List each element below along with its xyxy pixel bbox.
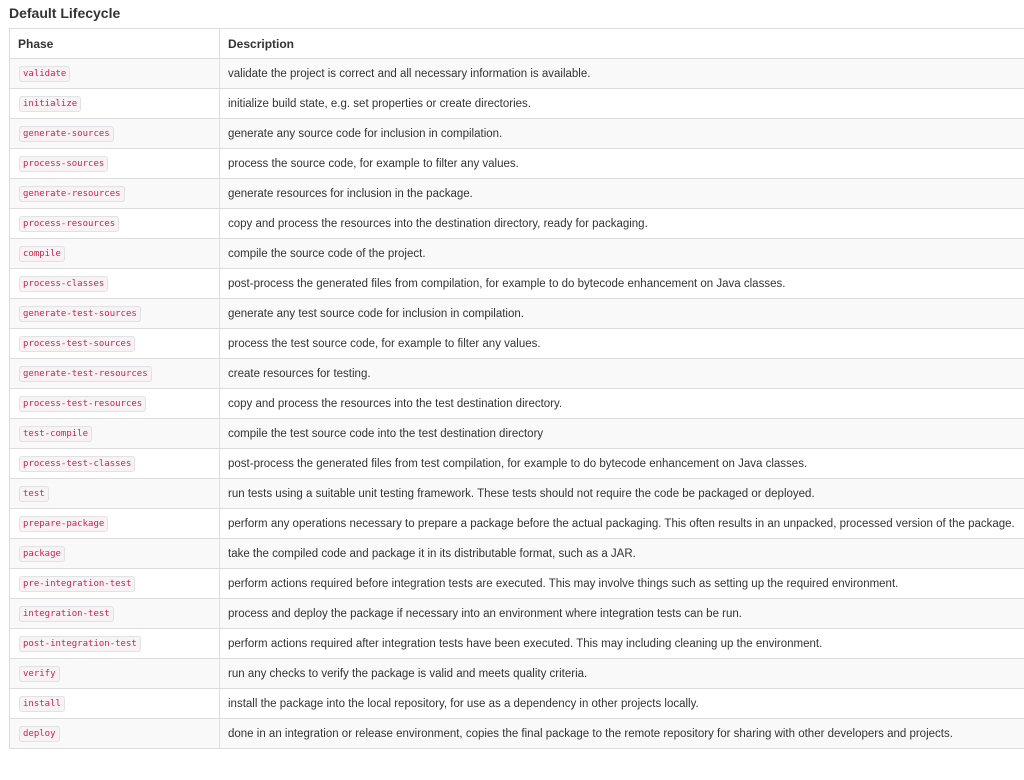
phase-name: process-test-sources	[19, 336, 135, 352]
description-cell	[220, 569, 1024, 599]
phase-name: test-compile	[19, 426, 92, 442]
table-row	[10, 599, 1024, 629]
phase-description: copy and process the resources into the destination directory, ready for packaging.	[228, 217, 648, 230]
table-row	[10, 419, 1024, 449]
phase-cell	[10, 359, 220, 389]
phase-description: process the test source code, for example to filter any values.	[228, 337, 541, 350]
lifecycle-table	[9, 28, 1024, 749]
phase-description: generate any test source code for inclusion in compilation.	[228, 307, 524, 320]
description-cell	[220, 479, 1024, 509]
phase-cell	[10, 119, 220, 149]
phase-description: run tests using a suitable unit testing framework. These tests should not require the code be packaged or deployed.	[228, 487, 815, 500]
phase-cell	[10, 419, 220, 449]
table-row	[10, 389, 1024, 419]
table-row	[10, 449, 1024, 479]
description-cell	[220, 59, 1024, 89]
phase-name: compile	[19, 246, 65, 262]
phase-cell	[10, 209, 220, 239]
phase-description: done in an integration or release environment, copies the final package to the remote repository for sharing with other developers and projects.	[228, 727, 953, 740]
description-cell	[220, 449, 1024, 479]
phase-name: generate-sources	[19, 126, 114, 142]
description-cell	[220, 239, 1024, 269]
table-row	[10, 299, 1024, 329]
phase-cell	[10, 179, 220, 209]
phase-cell	[10, 599, 220, 629]
phase-cell	[10, 539, 220, 569]
phase-description: create resources for testing.	[228, 367, 371, 380]
table-row	[10, 359, 1024, 389]
description-cell	[220, 359, 1024, 389]
phase-name: generate-test-resources	[19, 366, 152, 382]
description-cell	[220, 539, 1024, 569]
phase-cell	[10, 509, 220, 539]
phase-name: process-test-classes	[19, 456, 135, 472]
description-cell	[220, 719, 1024, 749]
table-row	[10, 479, 1024, 509]
phase-cell	[10, 659, 220, 689]
table-body	[10, 59, 1024, 749]
description-cell	[220, 179, 1024, 209]
table-row	[10, 59, 1024, 89]
phase-name: validate	[19, 66, 70, 82]
description-cell	[220, 119, 1024, 149]
phase-name: package	[19, 546, 65, 562]
phase-cell	[10, 689, 220, 719]
table-row	[10, 179, 1024, 209]
phase-description: process and deploy the package if necessary into an environment where integration tests can be run.	[228, 607, 742, 620]
phase-description: post-process the generated files from compilation, for example to do bytecode enhancement on Java classes.	[228, 277, 786, 290]
description-cell	[220, 509, 1024, 539]
description-cell	[220, 659, 1024, 689]
phase-description: perform actions required before integration tests are executed. This may involve things such as setting up the required environment.	[228, 577, 899, 590]
phase-name: process-classes	[19, 276, 108, 292]
phase-cell	[10, 479, 220, 509]
phase-name: generate-resources	[19, 186, 125, 202]
description-cell	[220, 599, 1024, 629]
phase-name: process-sources	[19, 156, 108, 172]
description-cell	[220, 149, 1024, 179]
phase-cell	[10, 149, 220, 179]
table-row	[10, 119, 1024, 149]
phase-name: process-resources	[19, 216, 119, 232]
phase-cell	[10, 299, 220, 329]
table-row	[10, 689, 1024, 719]
description-cell	[220, 629, 1024, 659]
description-cell	[220, 689, 1024, 719]
phase-description: process the source code, for example to filter any values.	[228, 157, 519, 170]
table-row	[10, 269, 1024, 299]
table-row	[10, 659, 1024, 689]
phase-name: deploy	[19, 726, 60, 742]
table-row	[10, 509, 1024, 539]
phase-description: install the package into the local repository, for use as a dependency in other projects locally.	[228, 697, 699, 710]
table-header	[10, 29, 1024, 59]
table-row	[10, 539, 1024, 569]
phase-name: install	[19, 696, 65, 712]
phase-description: generate resources for inclusion in the package.	[228, 187, 473, 200]
table-row	[10, 239, 1024, 269]
table-row	[10, 89, 1024, 119]
description-cell	[220, 209, 1024, 239]
description-cell	[220, 329, 1024, 359]
table-row	[10, 329, 1024, 359]
phase-cell	[10, 569, 220, 599]
phase-column-header: Phase	[10, 29, 220, 59]
table-row	[10, 569, 1024, 599]
phase-name: verify	[19, 666, 60, 682]
phase-description: post-process the generated files from test compilation, for example to do bytecode enhancement on Java classes.	[228, 457, 808, 470]
phase-cell	[10, 59, 220, 89]
phase-name: initialize	[19, 96, 81, 112]
table-row	[10, 149, 1024, 179]
phase-name: generate-test-sources	[19, 306, 141, 322]
phase-name: pre-integration-test	[19, 576, 135, 592]
description-cell	[220, 89, 1024, 119]
table-row	[10, 209, 1024, 239]
phase-name: integration-test	[19, 606, 114, 622]
phase-description: initialize build state, e.g. set properties or create directories.	[228, 97, 531, 110]
phase-cell	[10, 389, 220, 419]
phase-cell	[10, 89, 220, 119]
phase-description: run any checks to verify the package is valid and meets quality criteria.	[228, 667, 588, 680]
phase-cell	[10, 719, 220, 749]
phase-description: perform actions required after integration tests have been executed. This may including cleaning up the environment.	[228, 637, 823, 650]
phase-description: compile the test source code into the test destination directory	[228, 427, 544, 440]
phase-cell	[10, 629, 220, 659]
description-cell	[220, 419, 1024, 449]
phase-name: post-integration-test	[19, 636, 141, 652]
phase-cell	[10, 329, 220, 359]
phase-description: compile the source code of the project.	[228, 247, 426, 260]
phase-name: process-test-resources	[19, 396, 146, 412]
phase-name: test	[19, 486, 49, 502]
phase-cell	[10, 449, 220, 479]
description-cell	[220, 299, 1024, 329]
phase-description: perform any operations necessary to prepare a package before the actual packaging. This often results in an unpacked, processed version of the package.	[228, 517, 1015, 530]
description-column-header: Description	[220, 29, 1024, 59]
description-cell	[220, 269, 1024, 299]
phase-cell	[10, 239, 220, 269]
page-title: Default Lifecycle	[9, 5, 121, 21]
phase-description: copy and process the resources into the test destination directory.	[228, 397, 563, 410]
description-cell	[220, 389, 1024, 419]
table-row	[10, 629, 1024, 659]
phase-description: take the compiled code and package it in its distributable format, such as a JAR.	[228, 547, 636, 560]
phase-name: prepare-package	[19, 516, 108, 532]
header-row	[10, 29, 1024, 59]
phase-description: generate any source code for inclusion in compilation.	[228, 127, 503, 140]
table-row	[10, 719, 1024, 749]
phase-cell	[10, 269, 220, 299]
phase-description: validate the project is correct and all necessary information is available.	[228, 67, 591, 80]
